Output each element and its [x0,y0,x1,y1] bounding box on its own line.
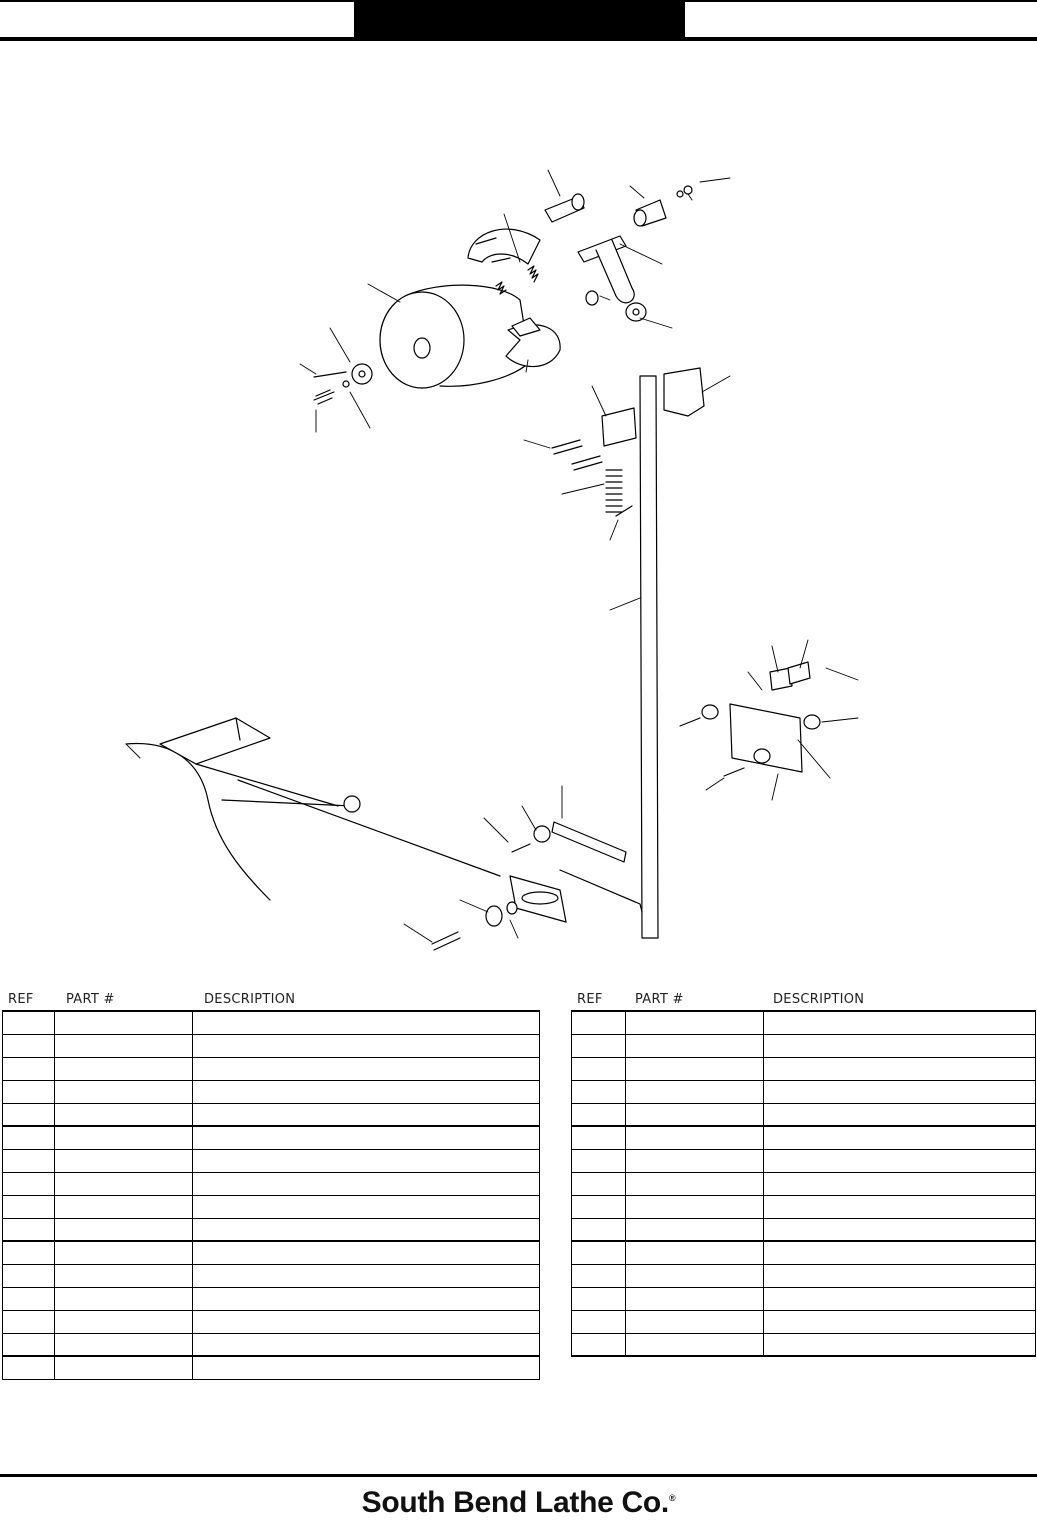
part-number-cell [54,1196,192,1218]
ref-cell [2,1242,54,1264]
table-row [571,1196,1036,1219]
ref-cell [2,1035,54,1057]
part-number-cell [54,1058,192,1080]
ref-cell [571,1127,625,1149]
description-cell [763,1311,1036,1333]
drum-washer [352,364,372,384]
ref-cell [2,1311,54,1333]
part-number-cell [54,1242,192,1264]
description-cell [763,1012,1036,1034]
description-cell [192,1242,540,1264]
ref-cell [2,1150,54,1172]
ref-cell [571,1311,625,1333]
description-cell [763,1150,1036,1172]
ref-cell [571,1242,625,1264]
part-number-cell [54,1150,192,1172]
table-row [2,1196,540,1219]
brake-drum [380,285,530,388]
ref-cell [571,1081,625,1103]
part-number-cell [625,1265,763,1287]
page-footer [0,1474,1037,1518]
description-cell [763,1242,1036,1264]
table-row [2,1288,540,1311]
ref-cell [571,1334,625,1355]
table-row [571,1012,1036,1035]
e-clip [684,186,692,194]
parts-table-right-header [571,988,1036,1010]
ref-cell [2,1357,54,1379]
plate-screw-2 [572,456,602,470]
ref-cell [571,1104,625,1125]
col-description-header: DESCRIPTION [204,991,296,1007]
upper-brake-shoe [468,229,540,264]
col-ref-header: REF [8,991,34,1007]
table-row [2,1081,540,1104]
header-top-rule-left [0,0,354,2]
description-cell [763,1173,1036,1195]
table-row [571,1219,1036,1242]
table-row [2,1311,540,1334]
description-cell [763,1104,1036,1125]
part-number-cell [625,1242,763,1264]
bar-washer [534,826,550,842]
part-number-cell [625,1150,763,1172]
part-number-cell [625,1173,763,1195]
plate-screw-1 [552,440,582,454]
part-number-cell [54,1357,192,1379]
description-cell [192,1150,540,1172]
description-cell [192,1311,540,1333]
part-number-cell [54,1219,192,1240]
pedal-stand [126,718,500,900]
mount-plate [602,408,636,446]
part-number-cell [625,1081,763,1103]
description-cell [763,1334,1036,1355]
part-number-cell [625,1288,763,1310]
parts-table-right [571,988,1036,1357]
part-number-cell [625,1219,763,1240]
description-cell [192,1173,540,1195]
table-row [2,1058,540,1081]
bracket-washer-2 [804,715,820,729]
bar-screw [512,844,530,852]
description-cell [763,1035,1036,1057]
bracket-washer-3 [754,749,770,763]
drum-pin [314,372,346,377]
table-row [571,1334,1036,1357]
description-cell [192,1058,540,1080]
shoe-spring-2 [528,266,538,282]
description-cell [763,1081,1036,1103]
table-row [571,1150,1036,1173]
part-number-cell [625,1058,763,1080]
part-number-cell [625,1104,763,1125]
pivot-pin [545,194,584,222]
description-cell [763,1288,1036,1310]
part-number-cell [625,1196,763,1218]
table-row [2,1150,540,1173]
ref-cell [2,1127,54,1149]
ref-cell [571,1219,625,1240]
ref-cell [2,1334,54,1355]
part-number-cell [54,1012,192,1034]
pedal-spacer [486,906,502,926]
header-top-rule-right [685,0,1037,2]
parts-table-left-body [2,1010,540,1380]
bracket-screw-2 [724,768,744,776]
parts-table-left [2,988,540,1380]
description-cell [763,1127,1036,1149]
table-row [2,1219,540,1242]
cam-arm [578,236,634,303]
ref-cell [571,1150,625,1172]
ref-cell [571,1012,625,1034]
table-row [2,1242,540,1265]
description-cell [763,1058,1036,1080]
col-part-header: PART # [66,991,115,1007]
ref-cell [571,1288,625,1310]
description-cell [763,1219,1036,1240]
parts-table-left-header [2,988,540,1010]
bracket-clip-2 [788,662,810,684]
ref-cell [571,1173,625,1195]
description-cell [192,1219,540,1240]
ref-cell [2,1196,54,1218]
exploded-parts-diagram [0,150,1037,960]
part-number-cell [54,1265,192,1287]
rod-mount-block [664,368,704,416]
description-cell [192,1357,540,1379]
part-number-cell [54,1035,192,1057]
brake-rod [640,376,658,938]
page-header [0,0,1037,44]
brand-name: South Bend Lathe Co. [361,1486,669,1519]
part-number-cell [54,1334,192,1355]
description-cell [192,1334,540,1355]
table-row [571,1311,1036,1334]
ref-cell [2,1058,54,1080]
table-row [571,1127,1036,1150]
table-row [571,1265,1036,1288]
part-number-cell [625,1035,763,1057]
description-cell [763,1265,1036,1287]
table-row [571,1104,1036,1127]
table-row [2,1012,540,1035]
description-cell [192,1265,540,1287]
ref-cell [2,1288,54,1310]
table-row [571,1081,1036,1104]
table-row [571,1058,1036,1081]
table-row [2,1357,540,1380]
description-cell [192,1196,540,1218]
pedal-bolt [432,932,460,950]
col-description-header: DESCRIPTION [773,991,865,1007]
cam-washer [626,303,646,321]
return-spring [606,470,632,516]
table-row [2,1265,540,1288]
header-section-tab [354,0,685,41]
ref-cell [571,1265,625,1287]
part-number-cell [54,1311,192,1333]
retaining-ring [677,191,683,197]
ref-cell [571,1058,625,1080]
ref-cell [2,1012,54,1034]
part-number-cell [54,1127,192,1149]
part-number-cell [54,1081,192,1103]
description-cell [192,1288,540,1310]
ref-cell [2,1173,54,1195]
linkage-bar [552,822,626,862]
table-row [2,1035,540,1058]
registered-mark: ® [668,1493,676,1503]
footer-brand [0,1486,1037,1520]
bracket-washer-1 [702,705,718,719]
description-cell [192,1081,540,1103]
callout-leaders [126,170,858,942]
part-number-cell [625,1012,763,1034]
ref-cell [2,1265,54,1287]
description-cell [192,1012,540,1034]
table-row [2,1334,540,1357]
table-row [571,1242,1036,1265]
description-cell [192,1035,540,1057]
cam-bushing [586,291,598,305]
part-number-cell [625,1127,763,1149]
ref-cell [2,1104,54,1125]
part-number-cell [625,1311,763,1333]
ref-cell [571,1035,625,1057]
table-row [571,1173,1036,1196]
col-part-header: PART # [635,991,684,1007]
part-number-cell [54,1104,192,1125]
table-row [571,1035,1036,1058]
table-row [2,1127,540,1150]
ref-cell [2,1219,54,1240]
description-cell [192,1104,540,1125]
part-number-cell [54,1173,192,1195]
part-number-cell [54,1288,192,1310]
pedal-nut [507,902,517,914]
part-number-cell [625,1334,763,1355]
footer-rule [0,1474,1037,1477]
table-row [2,1104,540,1127]
pedal-link [560,870,642,912]
description-cell [763,1196,1036,1218]
ref-cell [2,1081,54,1103]
table-row [571,1288,1036,1311]
drum-screw [314,390,334,404]
parts-table-right-body [571,1010,1036,1357]
description-cell [192,1127,540,1149]
bracket-screw-1 [680,718,700,726]
ref-cell [571,1196,625,1218]
col-ref-header: REF [577,991,603,1007]
table-row [2,1173,540,1196]
